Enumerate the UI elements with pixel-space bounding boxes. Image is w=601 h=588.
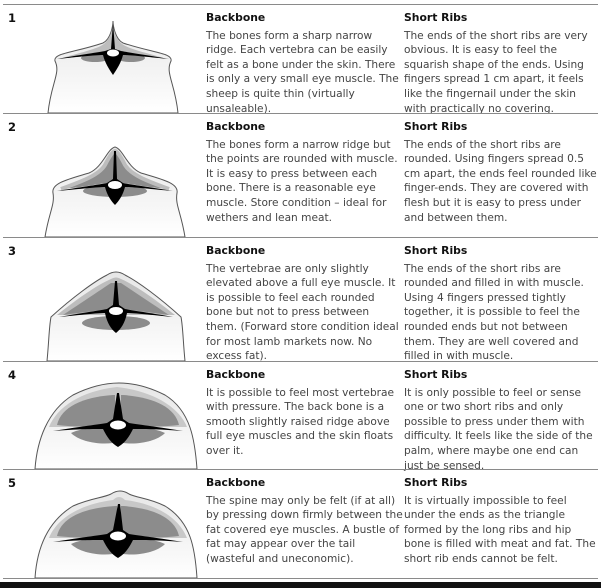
score-row-1 [3,4,598,113]
short-ribs-description: It is virtually impossible to feel under the ends as the triangle formed by the long ribs and hip bone is filled with meat and fat. The short rib ends cannot be felt. [404,494,596,565]
score-number: 5 [8,476,17,490]
short-ribs-heading: Short Ribs [404,120,468,133]
score-row-2 [3,113,598,237]
score-row-5 [3,469,598,579]
score-number: 4 [8,368,17,382]
score-row-3 [3,237,598,361]
cross-section-score-4-illustration [33,371,203,469]
backbone-heading: Backbone [206,476,266,489]
backbone-heading: Backbone [206,11,266,24]
short-ribs-column [404,11,598,116]
backbone-column [206,11,403,116]
score-number: 3 [8,244,17,258]
short-ribs-description: It is only possible to feel or sense one or two short ribs and only possible to press under them with difficulty. It feels like the side of the palm, where maybe one end can just be sensed. [404,386,593,472]
backbone-description: The spine may only be felt (if at all) by pressing down firmly between the fat covered eye muscles. A bustle of fat may appear over the tail (wasteful and uneconomic). [206,494,403,565]
short-ribs-description: The ends of the short ribs are rounded and filled in with muscle. Using 4 fingers pressed tightly together, it is possible to feel the rounded ends but not between them. They are well covered and filled in with muscle. [404,262,584,363]
short-ribs-heading: Short Ribs [404,244,468,257]
backbone-description: It is possible to feel most vertebrae with pressure. The back bone is a smooth slightly raised ridge above full eye muscles and the skin floats over it. [206,386,395,457]
cross-section-score-2-illustration [33,127,203,237]
backbone-description: The bones form a narrow ridge but the points are rounded with muscle. It is easy to press between each bone. There is a reasonable eye muscle. Store condition – ideal for wethers and lean meat. [206,138,398,224]
cross-section-score-3-illustration [33,251,203,361]
backbone-heading: Backbone [206,368,266,381]
backbone-column [206,476,403,567]
bottom-border [0,582,601,588]
short-ribs-column [404,120,598,225]
score-row-4 [3,361,598,472]
backbone-column [206,120,403,225]
cross-section-score-1-illustration [33,13,203,113]
backbone-column [206,368,403,459]
short-ribs-column [404,244,598,364]
backbone-heading: Backbone [206,120,266,133]
short-ribs-column [404,368,598,473]
backbone-description: The vertebrae are only slightly elevated above a full eye muscle. It is possible to feel each rounded bone but not to press between them. (Forward store condition ideal for most lamb markets now. No excess fat). [206,262,399,363]
backbone-column [206,244,403,364]
condition-score-table [3,4,598,579]
short-ribs-description: The ends of the short ribs are very obvious. It is easy to feel the squarish shape of the ends. Using fingers spread 1 cm apart, it feels like the fingernail under the skin with practically no covering. [404,29,588,115]
score-number: 2 [8,120,17,134]
backbone-heading: Backbone [206,244,266,257]
backbone-description: The bones form a sharp narrow ridge. Each vertebra can be easily felt as a bone under the skin. There is only a very small eye muscle. The sheep is quite thin (virtually unsaleable). [206,29,399,115]
cross-section-score-5-illustration [33,478,203,578]
short-ribs-heading: Short Ribs [404,368,468,381]
short-ribs-heading: Short Ribs [404,476,468,489]
short-ribs-description: The ends of the short ribs are rounded. Using fingers spread 0.5 cm apart, the ends feel rounded like finger-ends. They are covered with flesh but it is easy to press under and between them. [404,138,597,224]
short-ribs-heading: Short Ribs [404,11,468,24]
short-ribs-column [404,476,598,567]
score-number: 1 [8,11,17,25]
